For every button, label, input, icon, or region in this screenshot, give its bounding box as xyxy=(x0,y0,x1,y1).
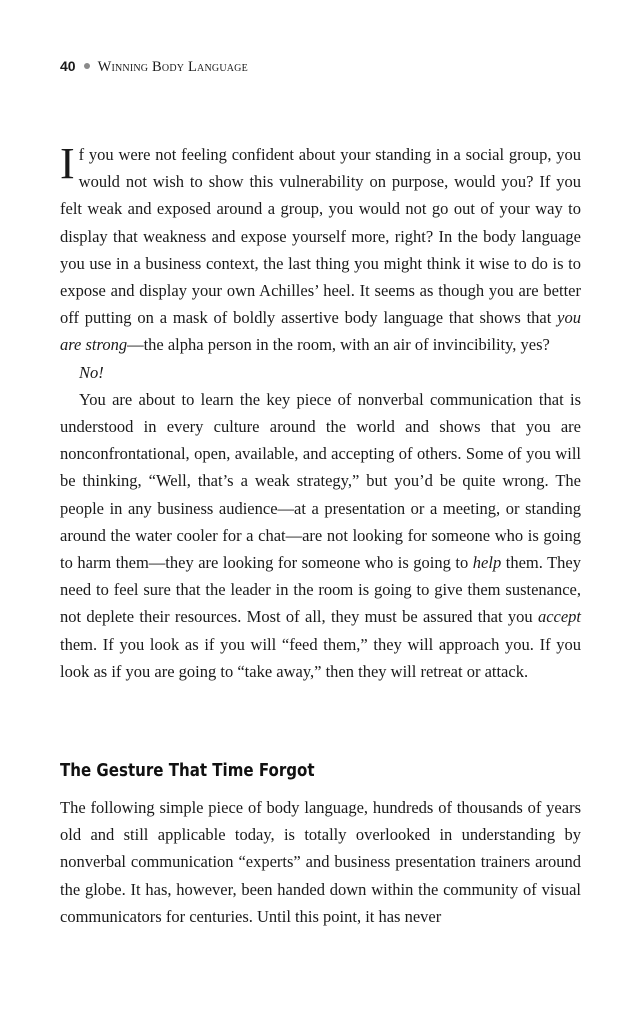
bullet-separator xyxy=(84,63,90,69)
paragraph: The following simple piece of body language, hundreds of thousands of years old and still applicable today, is totally overlooked in understanding by nonverbal communication “experts” and business presentation trainers around the globe. It has, however, been handed down within the community of visual communicators for centuries. Until this point, it has never xyxy=(60,798,581,926)
paragraph: You are about to learn the key piece of nonverbal communication that is understood in every culture around the world and shows that you are nonconfrontational, open, available, and accepting of others. Some of you will be thinking, “Well, that’s a weak strategy,” but you’d be quite wrong. The people in any business audience—at a presentation or a meeting, or standing around the water cooler for a chat—are not looking for someone who is going to harm them—they are looking for someone who is going to help them. They need to feel sure that the leader in the room is going to give them sustenance, not deplete their resources. Most of all, they must be assured that you accept them. If you look as if you will “feed them,” they will approach you. If you look as if you are going to “take away,” then they will retreat or attack. xyxy=(60,389,581,681)
section-text xyxy=(60,794,581,930)
intro-text xyxy=(60,141,581,685)
running-head xyxy=(60,58,248,76)
page-number: 40 xyxy=(60,58,76,74)
book-title: Winning Body Language xyxy=(97,59,248,75)
drop-cap: I xyxy=(60,139,75,188)
paragraph: No! xyxy=(79,362,104,382)
paragraph: If you were not feeling confident about your standing in a social group, you would not wish to show this vulnerability on purpose, would you? If you felt weak and exposed around a group, you would not go out of your way to display that weakness and expose yourself more, right? In the body language you use in a business context, the last thing you might think it wise to do is to expose and display your own Achilles’ heel. It seems as though you are better off putting on a mask of boldly assertive body language that shows that you are strong—the alpha person in the room, with an air of invincibility, yes? xyxy=(60,139,581,355)
section-heading: The Gesture That Time Forgot xyxy=(60,761,315,781)
